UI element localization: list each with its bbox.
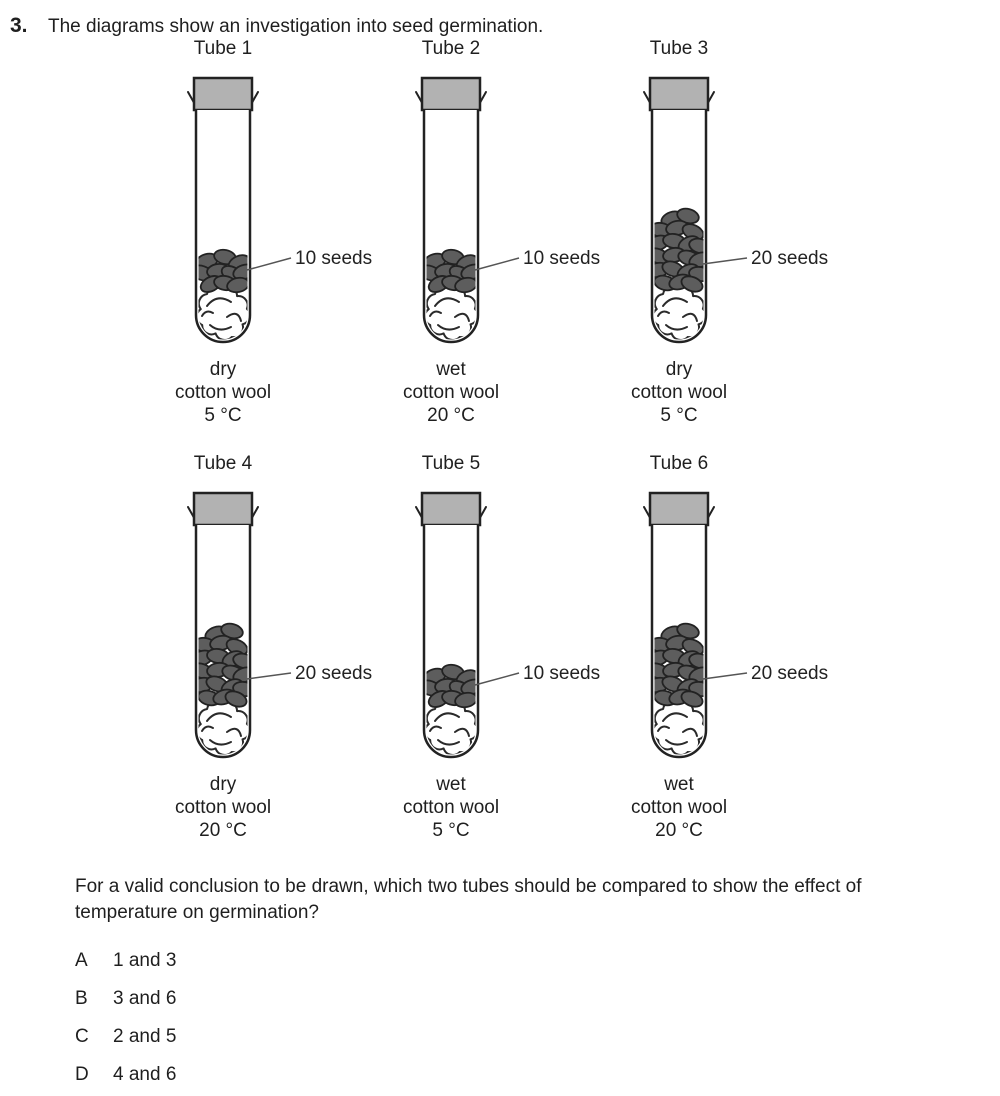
tube-4-drawing	[110, 485, 375, 763]
answer-options	[75, 950, 1000, 1085]
option-c-letter: C	[75, 1026, 89, 1047]
tube-1-title: Tube 1	[193, 38, 253, 59]
seeds-leader-line	[475, 673, 519, 685]
question-prompt: For a valid conclusion to be drawn, which two tubes should be compared to show the effect of temperature on germination?	[75, 876, 862, 923]
tube-3-wool-condition-label: dry	[665, 359, 693, 380]
tube-2-wool-condition-label: wet	[436, 359, 466, 380]
tubes-diagram	[110, 38, 829, 868]
tube-2-figure	[338, 38, 601, 427]
seeds-count-label: 20 seeds	[751, 663, 829, 684]
tube-4-title: Tube 4	[193, 453, 253, 474]
option-c	[75, 1026, 1000, 1047]
tube-1-wool-material-label: cotton wool	[174, 382, 272, 403]
tube-2-caption	[338, 358, 564, 427]
tube-4-temperature-label: 20 °C	[199, 820, 247, 841]
tube-2-title: Tube 2	[421, 38, 481, 59]
tube-1-caption	[110, 358, 336, 427]
seeds-count-label: 20 seeds	[751, 248, 829, 269]
option-a-text: 1 and 3	[113, 950, 177, 971]
tube-2-drawing	[338, 70, 603, 348]
tube-6-wool-condition-label: wet	[664, 774, 694, 795]
seeds-count-label: 10 seeds	[523, 663, 601, 684]
seeds-leader-line	[703, 258, 747, 264]
tube-6-drawing	[566, 485, 831, 763]
option-d-letter: D	[75, 1064, 89, 1085]
seeds-leader-line	[475, 258, 519, 270]
option-b-letter: B	[75, 988, 88, 1009]
tube-1-wool-condition-label: dry	[209, 359, 237, 380]
stopper	[422, 493, 480, 525]
tube-4-figure	[110, 453, 373, 842]
tube-4-wool-condition-label: dry	[209, 774, 237, 795]
option-a-letter: A	[75, 950, 88, 971]
tube-4-wool-material-label: cotton wool	[174, 797, 272, 818]
option-c-text: 2 and 5	[113, 1026, 177, 1047]
stopper	[650, 78, 708, 110]
tube-6-temperature-label: 20 °C	[655, 820, 703, 841]
tube-6-caption	[566, 773, 792, 842]
tube-4-caption	[110, 773, 336, 842]
tube-5-figure	[338, 453, 601, 842]
tube-5-wool-material-label: cotton wool	[402, 797, 500, 818]
tube-3-title: Tube 3	[649, 38, 709, 59]
seeds-leader-line	[247, 258, 291, 270]
seeds-count-label: 10 seeds	[295, 248, 373, 269]
tube-3-drawing	[566, 70, 831, 348]
tube-3-wool-material-label: cotton wool	[630, 382, 728, 403]
tube-2-temperature-label: 20 °C	[427, 405, 475, 426]
stopper	[194, 78, 252, 110]
option-d-text: 4 and 6	[113, 1064, 177, 1085]
tube-1-figure	[110, 38, 373, 427]
seeds-count-label: 20 seeds	[295, 663, 373, 684]
option-b-text: 3 and 6	[113, 988, 177, 1009]
question-number: 3.	[10, 14, 28, 37]
tube-5-temperature-label: 5 °C	[432, 820, 470, 841]
option-a	[75, 950, 1000, 971]
question-intro: The diagrams show an investigation into seed germination.	[48, 16, 544, 37]
seeds-leader-line	[247, 673, 291, 679]
tube-2-wool-material-label: cotton wool	[402, 382, 500, 403]
tube-3-caption	[566, 358, 792, 427]
tube-1-temperature-label: 5 °C	[204, 405, 242, 426]
tube-6-title: Tube 6	[649, 453, 709, 474]
tube-6-wool-material-label: cotton wool	[630, 797, 728, 818]
question-header	[0, 0, 1000, 38]
option-b	[75, 988, 1000, 1009]
stopper	[194, 493, 252, 525]
stopper	[650, 493, 708, 525]
seeds-leader-line	[703, 673, 747, 679]
seeds-count-label: 10 seeds	[523, 248, 601, 269]
tube-5-wool-condition-label: wet	[436, 774, 466, 795]
tube-3-temperature-label: 5 °C	[660, 405, 698, 426]
tube-5-caption	[338, 773, 564, 842]
tube-5-title: Tube 5	[421, 453, 481, 474]
tube-1-drawing	[110, 70, 375, 348]
tube-6-figure	[566, 453, 829, 842]
tube-3-figure	[566, 38, 829, 427]
option-d	[75, 1064, 1000, 1085]
stopper	[422, 78, 480, 110]
tube-5-drawing	[338, 485, 603, 763]
